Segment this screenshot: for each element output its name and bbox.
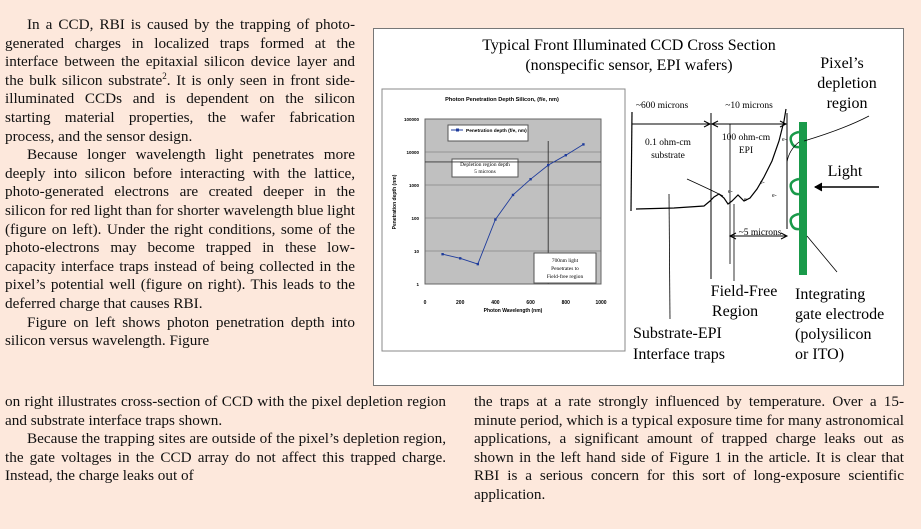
series-point (512, 194, 514, 196)
gate-electrode-label-4: or ITO) (795, 346, 845, 363)
y-tick-label: 10 (413, 249, 419, 254)
series-point (459, 257, 461, 259)
series-point (547, 164, 549, 166)
gate-electrode-label-3: (polysilicon (795, 326, 872, 343)
x-tick-label: 600 (526, 300, 535, 306)
epi-label-1: 100 ohm-cm (721, 133, 771, 143)
series-point (477, 263, 479, 265)
paragraph-5: the traps at a rate strongly influenced by temperature. Over a 15-minute period, which is a typical exposure time for many astronomical applications, a significant amount of trapped charge leaks out as shown in the left hand side of Figure 1 in the article. It is clear that RBI is a serious concern for this sort of long-exposure scientific application. (474, 393, 904, 503)
paragraph-1: In a CCD, RBI is caused by the trapping of photo-generated charges in localized traps formed at the interface between the epitaxial silicon device layer and the bulk silicon substrate$^2$. It is only seen in front side-illuminated CCDs and is dependent on the silicon starting material properties, the wafer fabrication process, and the sensor design. (5, 16, 355, 145)
interface-traps-label-2: Interface traps (633, 346, 725, 363)
interface-trap-pointer (669, 194, 670, 319)
figure-ccd-cross-section (373, 28, 904, 386)
paragraph-4: Because the trapping sites are outside of the pixel’s depletion region, the gate voltages in the CCD array do not affect this trapped charge. Instead, the charge leaks out of (5, 430, 446, 485)
pixel-depletion-label-3: region (826, 95, 868, 112)
x-tick-label: 800 (561, 300, 570, 306)
gate-electrode-label-2: gate electrode (795, 306, 885, 323)
gate-bump (791, 179, 799, 194)
light-label: Light (827, 163, 863, 180)
field-free-label-2: Region (711, 303, 759, 320)
integrating-gate-electrode (799, 122, 807, 275)
gate-bump (791, 132, 799, 147)
electron-label: e- (760, 180, 765, 186)
left-edge (631, 112, 632, 211)
series-point (441, 253, 443, 255)
gate-electrode-label-1: Integrating (795, 286, 866, 303)
legend-label: Penetration depth (f/e, nm) (466, 129, 527, 134)
red-light-annotation-line3: Field-free region (546, 274, 584, 280)
depletion-annotation-line1: Depletion region depth (460, 162, 510, 168)
article-column-right (474, 393, 904, 505)
series-point (582, 143, 584, 145)
red-light-annotation-line1: 700nm light (551, 258, 579, 264)
red-light-annotation-line2: Penetrates to (551, 266, 579, 272)
light-arrow-icon (815, 183, 822, 191)
y-tick-label: 1 (416, 282, 419, 287)
substrate-depth-label: ~600 microns (635, 101, 689, 111)
article-column-left (5, 16, 355, 351)
electron-label: e- (728, 189, 733, 195)
y-tick-label: 1000 (408, 183, 419, 188)
substrate-label-2: substrate (651, 151, 685, 161)
epi-depth-label: ~10 microns (725, 101, 773, 111)
penetration-chart (382, 89, 625, 351)
field-free-label-1: Field-Free (710, 283, 778, 300)
series-point (565, 154, 567, 156)
red-light-annotation (534, 253, 596, 283)
paragraph-2: Because longer wavelength light penetrates more deeply into silicon before interacting with the lattice, photo-generated electrons are created deeper in the silicon for red light than for shorter wavelength blue light (figure on left). Under the right conditions, some of the photo-electrons may become trapped in these low-capacity interface traps instead of being collected in the pixel’s potential well (figure on right). This leads to the deferred charge that causes RBI. (5, 146, 355, 312)
pixel-depletion-label-1: Pixel’s (820, 55, 864, 72)
trap-pointer-line (687, 179, 723, 196)
series-point (494, 218, 496, 220)
cross-section-diagram (631, 101, 884, 363)
interface-traps-label-1: Substrate-EPI (633, 325, 722, 342)
electron-label: e- (772, 193, 777, 199)
x-axis-label: Photon Wavelength (nm) (483, 308, 543, 314)
article-column-left-wide (5, 393, 446, 486)
chart-legend (448, 125, 528, 141)
y-tick-label: 100 (411, 216, 419, 221)
y-axis-label: Penetration depth (nm) (392, 174, 398, 230)
x-tick-label: 400 (491, 300, 500, 306)
pixel-depletion-pointer (804, 116, 869, 141)
pixel-depletion-label-2: depletion (817, 75, 877, 92)
x-tick-label: 0 (423, 300, 427, 306)
depletion-width-label: ~5 microns (738, 228, 782, 238)
gate-bump (791, 214, 799, 229)
depletion-annotation-line2: 5 microns (474, 169, 496, 175)
figure-title-line2: (nonspecific sensor, EPI wafers) (525, 57, 733, 74)
paragraph-3-end: on right illustrates cross-section of CCD with the pixel depletion region and substrate interface traps shown. (5, 393, 446, 429)
series-point (529, 178, 531, 180)
substrate-label-1: 0.1 ohm-cm (645, 138, 691, 148)
epi-label-2: EPI (738, 146, 754, 156)
gate-electrode-pointer (807, 236, 837, 272)
electron-label: e- (744, 197, 749, 203)
electron-label: e- (782, 137, 787, 143)
x-tick-label: 1000 (595, 300, 607, 306)
y-tick-label: 10000 (406, 150, 419, 155)
y-tick-label: 100000 (403, 117, 419, 122)
legend-marker (456, 129, 459, 132)
paragraph-3-start: Figure on left shows photon penetration depth into silicon versus wavelength. Figure (5, 313, 355, 350)
chart-title: Photon Penetration Depth Silicon, (f/e, nm) (445, 97, 559, 103)
figure-title-line1: Typical Front Illuminated CCD Cross Section (482, 37, 776, 54)
figure-svg (374, 29, 905, 387)
x-tick-label: 200 (456, 300, 465, 306)
